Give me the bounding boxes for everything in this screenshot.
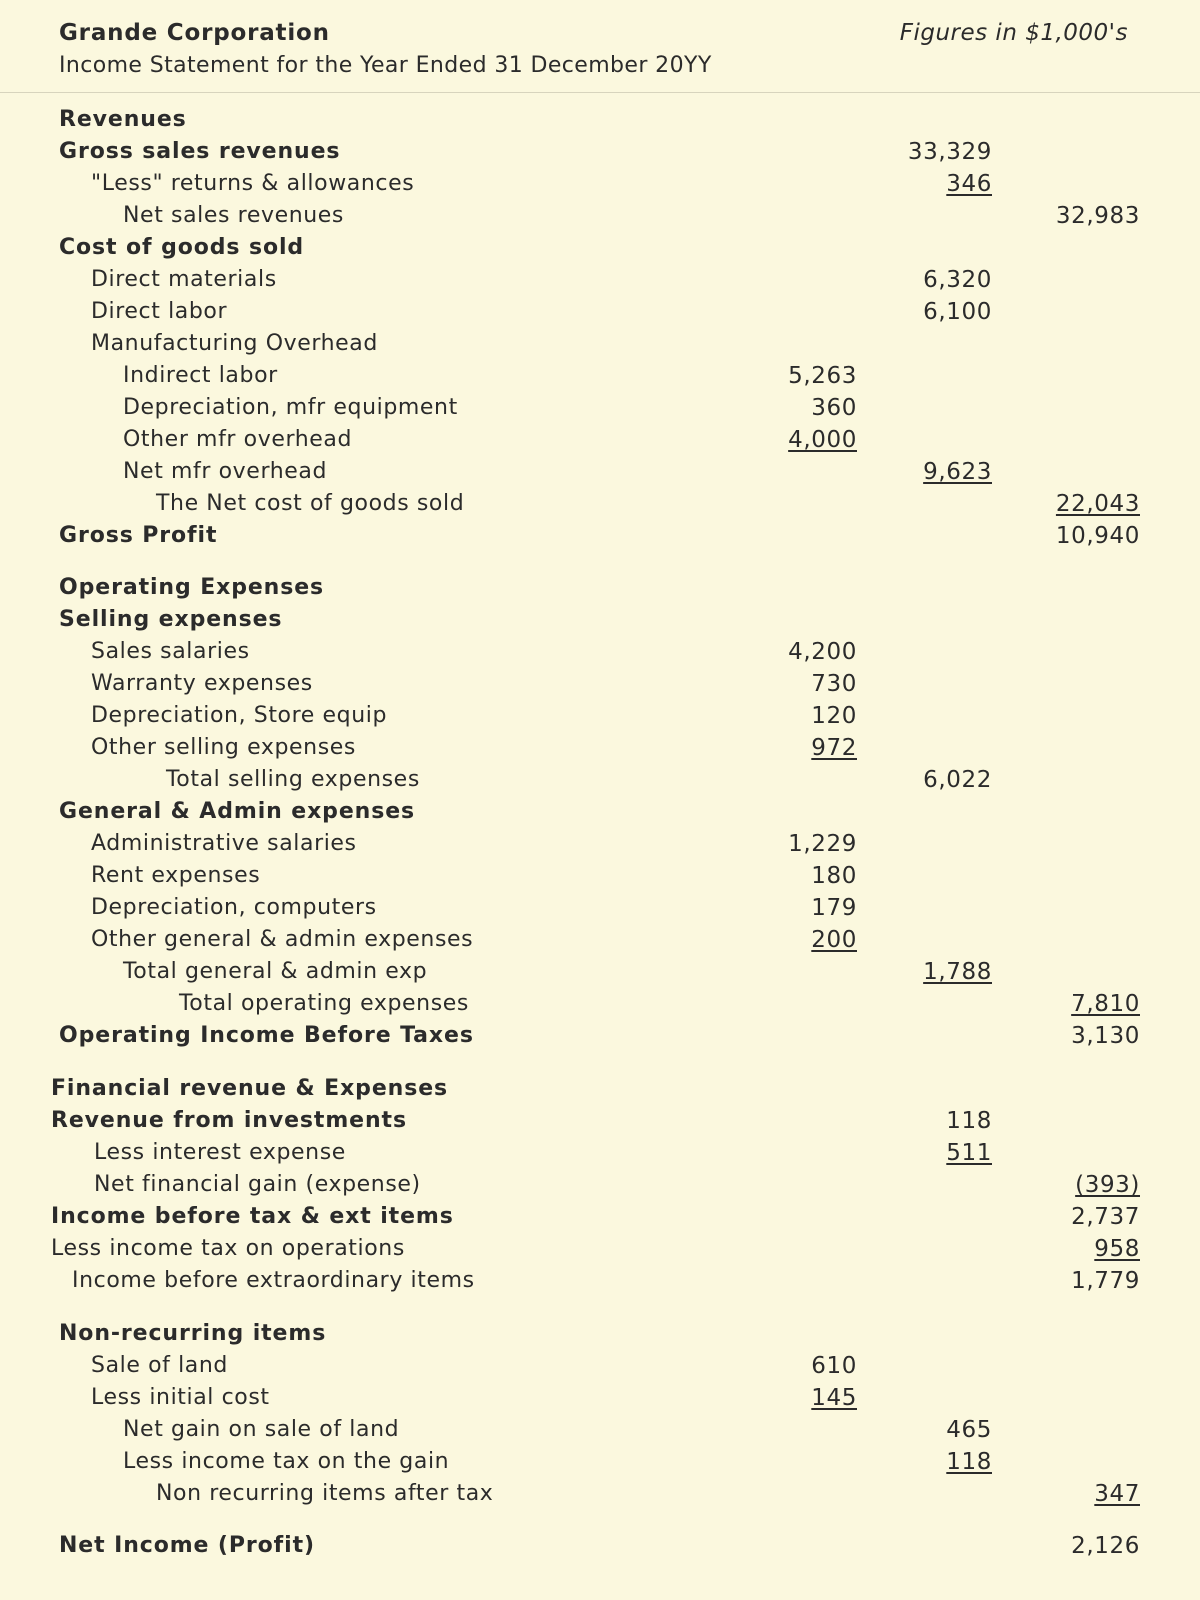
statement-row (0, 232, 1200, 264)
subtotal-amount: 33,329 (907, 139, 992, 165)
line-item-label: Depreciation, mfr equipment (123, 395, 458, 420)
statement-row (0, 136, 1200, 168)
subtotal-amount: 9,623 (923, 459, 992, 485)
total-amount: 22,043 (1055, 491, 1140, 517)
statement-row (0, 636, 1200, 668)
total-amount: 32,983 (1055, 203, 1140, 229)
statement-row (0, 1169, 1200, 1201)
statement-row (0, 1318, 1200, 1350)
statement-row (0, 1233, 1200, 1265)
line-item-label: Rent expenses (91, 863, 261, 888)
statement-row (0, 828, 1200, 860)
subtotal-amount: 6,100 (923, 299, 992, 325)
statement-row (0, 1414, 1200, 1446)
detail-amount: 120 (811, 703, 857, 729)
statement-row (0, 1478, 1200, 1510)
statement-row (0, 1073, 1200, 1105)
line-item-label: Income before extraordinary items (72, 1268, 475, 1293)
line-item-label: Other selling expenses (91, 735, 356, 760)
statement-row (0, 1446, 1200, 1478)
line-item-label: Direct labor (91, 299, 228, 324)
statement-row (0, 424, 1200, 456)
total-amount: 347 (1094, 1481, 1140, 1507)
total-amount: 2,126 (1071, 1533, 1140, 1559)
total-amount: 1,779 (1071, 1268, 1140, 1294)
statement-row (0, 392, 1200, 424)
line-item-label: Cost of goods sold (59, 235, 305, 260)
subtotal-amount: 118 (946, 1449, 992, 1475)
line-item-label: Net gain on sale of land (123, 1417, 400, 1442)
line-item-label: Non-recurring items (59, 1321, 327, 1346)
subtotal-amount: 1,788 (923, 959, 992, 985)
subtotal-amount: 6,320 (923, 267, 992, 293)
line-item-label: Total operating expenses (179, 991, 469, 1016)
statement-row (0, 1201, 1200, 1233)
line-item-label: Manufacturing Overhead (91, 331, 378, 356)
statement-row (0, 104, 1200, 136)
line-item-label: Net sales revenues (123, 203, 344, 228)
line-item-label: Net Income (Profit) (59, 1533, 315, 1558)
line-item-label: The Net cost of goods sold (156, 491, 465, 516)
line-item-label: Total selling expenses (166, 767, 420, 792)
statement-row (0, 604, 1200, 636)
detail-amount: 360 (811, 395, 857, 421)
line-item-label: Selling expenses (59, 607, 283, 632)
line-item-label: Financial revenue & Expenses (51, 1076, 449, 1101)
detail-amount: 730 (811, 671, 857, 697)
detail-amount: 610 (811, 1353, 857, 1379)
statement-row (0, 1382, 1200, 1414)
figures-note: Figures in $1,000's (899, 20, 1128, 46)
line-item-label: Operating Income Before Taxes (59, 1023, 474, 1048)
line-item-label: Sales salaries (91, 639, 250, 664)
line-item-label: Sale of land (91, 1353, 228, 1378)
line-item-label: Indirect labor (123, 363, 278, 388)
statement-row (0, 520, 1200, 552)
line-item-label: Less income tax on the gain (123, 1449, 450, 1474)
statement-title: Income Statement for the Year Ended 31 December 20YY (59, 53, 712, 78)
statement-row (0, 1530, 1200, 1562)
statement-row (0, 1350, 1200, 1382)
line-item-label: Revenue from investments (51, 1108, 407, 1133)
subtotal-amount: 6,022 (923, 767, 992, 793)
subtotal-amount: 511 (946, 1140, 992, 1166)
line-item-label: Gross sales revenues (59, 139, 341, 164)
line-item-label: Net financial gain (expense) (94, 1172, 421, 1197)
statement-row (0, 200, 1200, 232)
line-item-label: Less initial cost (91, 1385, 270, 1410)
statement-row (0, 328, 1200, 360)
detail-amount: 5,263 (788, 363, 857, 389)
total-amount: 958 (1094, 1236, 1140, 1262)
statement-row (0, 1265, 1200, 1297)
line-item-label: Total general & admin exp (123, 959, 428, 984)
line-item-label: Other mfr overhead (123, 427, 353, 452)
line-item-label: Direct materials (91, 267, 277, 292)
total-amount: 10,940 (1055, 523, 1140, 549)
detail-amount: 1,229 (788, 831, 857, 857)
detail-amount: 4,200 (788, 639, 857, 665)
line-item-label: Non recurring items after tax (156, 1481, 494, 1506)
total-amount: 7,810 (1071, 991, 1140, 1017)
company-name: Grande Corporation (59, 20, 330, 46)
subtotal-amount: 118 (946, 1108, 992, 1134)
statement-row (0, 488, 1200, 520)
statement-row (0, 860, 1200, 892)
statement-row (0, 732, 1200, 764)
statement-row (0, 1137, 1200, 1169)
statement-row (0, 924, 1200, 956)
total-amount: 3,130 (1071, 1023, 1140, 1049)
line-item-label: "Less" returns & allowances (91, 171, 415, 196)
detail-amount: 180 (811, 863, 857, 889)
line-item-label: Net mfr overhead (123, 459, 328, 484)
statement-row (0, 168, 1200, 200)
detail-amount: 179 (811, 895, 857, 921)
line-item-label: Revenues (59, 107, 187, 132)
statement-row (0, 296, 1200, 328)
line-item-label: Less interest expense (94, 1140, 346, 1165)
line-item-label: Warranty expenses (91, 671, 313, 696)
statement-row (0, 764, 1200, 796)
statement-row (0, 572, 1200, 604)
line-item-label: Depreciation, computers (91, 895, 377, 920)
statement-row (0, 988, 1200, 1020)
line-item-label: Depreciation, Store equip (91, 703, 388, 728)
line-item-label: General & Admin expenses (59, 799, 416, 824)
statement-row (0, 892, 1200, 924)
statement-row (0, 796, 1200, 828)
statement-row (0, 456, 1200, 488)
detail-amount: 145 (811, 1385, 857, 1411)
statement-row (0, 360, 1200, 392)
detail-amount: 972 (811, 735, 857, 761)
line-item-label: Operating Expenses (59, 575, 325, 600)
line-item-label: Income before tax & ext items (51, 1204, 454, 1229)
line-item-label: Other general & admin expenses (91, 927, 474, 952)
total-amount: (393) (1075, 1172, 1140, 1198)
statement-row (0, 1105, 1200, 1137)
line-item-label: Less income tax on operations (51, 1236, 405, 1261)
statement-row (0, 700, 1200, 732)
subtotal-amount: 465 (946, 1417, 992, 1443)
line-item-label: Gross Profit (59, 523, 218, 548)
line-item-label: Administrative salaries (91, 831, 357, 856)
total-amount: 2,737 (1071, 1204, 1140, 1230)
statement-row (0, 668, 1200, 700)
detail-amount: 200 (811, 927, 857, 953)
subtotal-amount: 346 (946, 171, 992, 197)
statement-row (0, 1020, 1200, 1052)
detail-amount: 4,000 (788, 427, 857, 453)
statement-row (0, 956, 1200, 988)
statement-row (0, 264, 1200, 296)
